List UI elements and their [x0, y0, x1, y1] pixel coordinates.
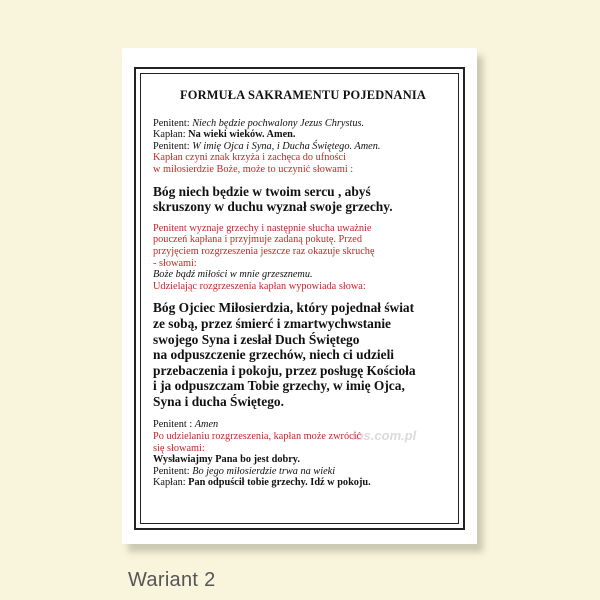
speaker-label: Penitent: [153, 465, 193, 477]
absolution-line: swojego Syna i zesłał Duch Świętego [153, 331, 360, 347]
speaker-label: Kapłan: [153, 477, 189, 489]
penitent-contrition: Boże bądź miłości w mnie grzesznemu. [153, 269, 313, 281]
card-content [153, 90, 453, 489]
spoken-text: Bo jego miłosierdzie trwa na wieki [192, 465, 336, 477]
dialog-line [153, 419, 453, 431]
instruction-line: Kapłan czyni znak krzyża i zachęca do ufności [153, 152, 346, 164]
dialog-line [153, 141, 453, 153]
instruction-line: Po udzielaniu rozgrzeszenia, kapłan może zwrócić [153, 431, 362, 443]
watermark: los.com.pl [352, 428, 417, 443]
absolution-line: przebaczenia i pokoju, przez posługę Kościoła [153, 362, 416, 378]
dialog-line [153, 466, 453, 478]
variant-caption: Wariant 2 [128, 569, 216, 591]
priest-words-line: skruszony w duchu wyznał swoje grzechy. [153, 199, 393, 215]
spoken-text: Na wieki wieków. Amen. [188, 129, 296, 141]
instruction-line: się słowami: [153, 442, 205, 454]
dialog-line [153, 477, 453, 489]
instruction-line: w miłosierdzie Boże, może to uczynić słowami : [153, 163, 354, 175]
absolution-line: Bóg Ojciec Miłosierdzia, który pojednał świat [153, 300, 415, 316]
absolution-line: ze sobą, przez śmierć i zmartwychwstanie [153, 315, 391, 331]
prayer-card [122, 48, 477, 544]
praise-line: Wysławiajmy Pana bo jest dobry. [153, 454, 300, 466]
spoken-text: Amen [194, 419, 219, 431]
instruction-line: przyjęciem rozgrzeszenia jeszcze raz okazuje skruchę [153, 245, 375, 257]
spoken-text: Pan odpuścił tobie grzechy. Idź w pokoju. [188, 477, 371, 489]
card-title: FORMUŁA SAKRAMENTU POJEDNANIA [179, 88, 427, 102]
instruction-line: pouczeń kapłana i przyjmuje zadaną pokutę. Przed [153, 234, 362, 246]
speaker-label: Penitent: [153, 117, 193, 129]
absolution-line: na odpuszczenie grzechów, niech ci udzieli [153, 347, 395, 363]
spoken-text: Niech będzie pochwalony Jezus Chrystus. [192, 117, 365, 129]
speaker-label: Kapłan: [153, 129, 189, 141]
instruction-line: Udzielając rozgrzeszenia kapłan wypowiada słowa: [153, 280, 366, 292]
priest-words-line: Bóg niech będzie w twoim sercu , abyś [153, 183, 371, 199]
spoken-text: W imię Ojca i Syna, i Ducha Świętego. Amen. [192, 140, 381, 152]
dialog-line [153, 118, 453, 130]
absolution-line: i ja odpuszczam Tobie grzechy, w imię Ojca, [153, 378, 405, 394]
instruction-line: Penitent wyznaje grzechy i następnie słucha uważnie [153, 222, 372, 234]
dialog-line [153, 129, 453, 141]
speaker-label: Penitent : [153, 419, 195, 431]
instruction-line: - słowami: [153, 257, 197, 269]
speaker-label: Penitent: [153, 140, 193, 152]
absolution-line: Syna i ducha Świętego. [153, 393, 284, 409]
